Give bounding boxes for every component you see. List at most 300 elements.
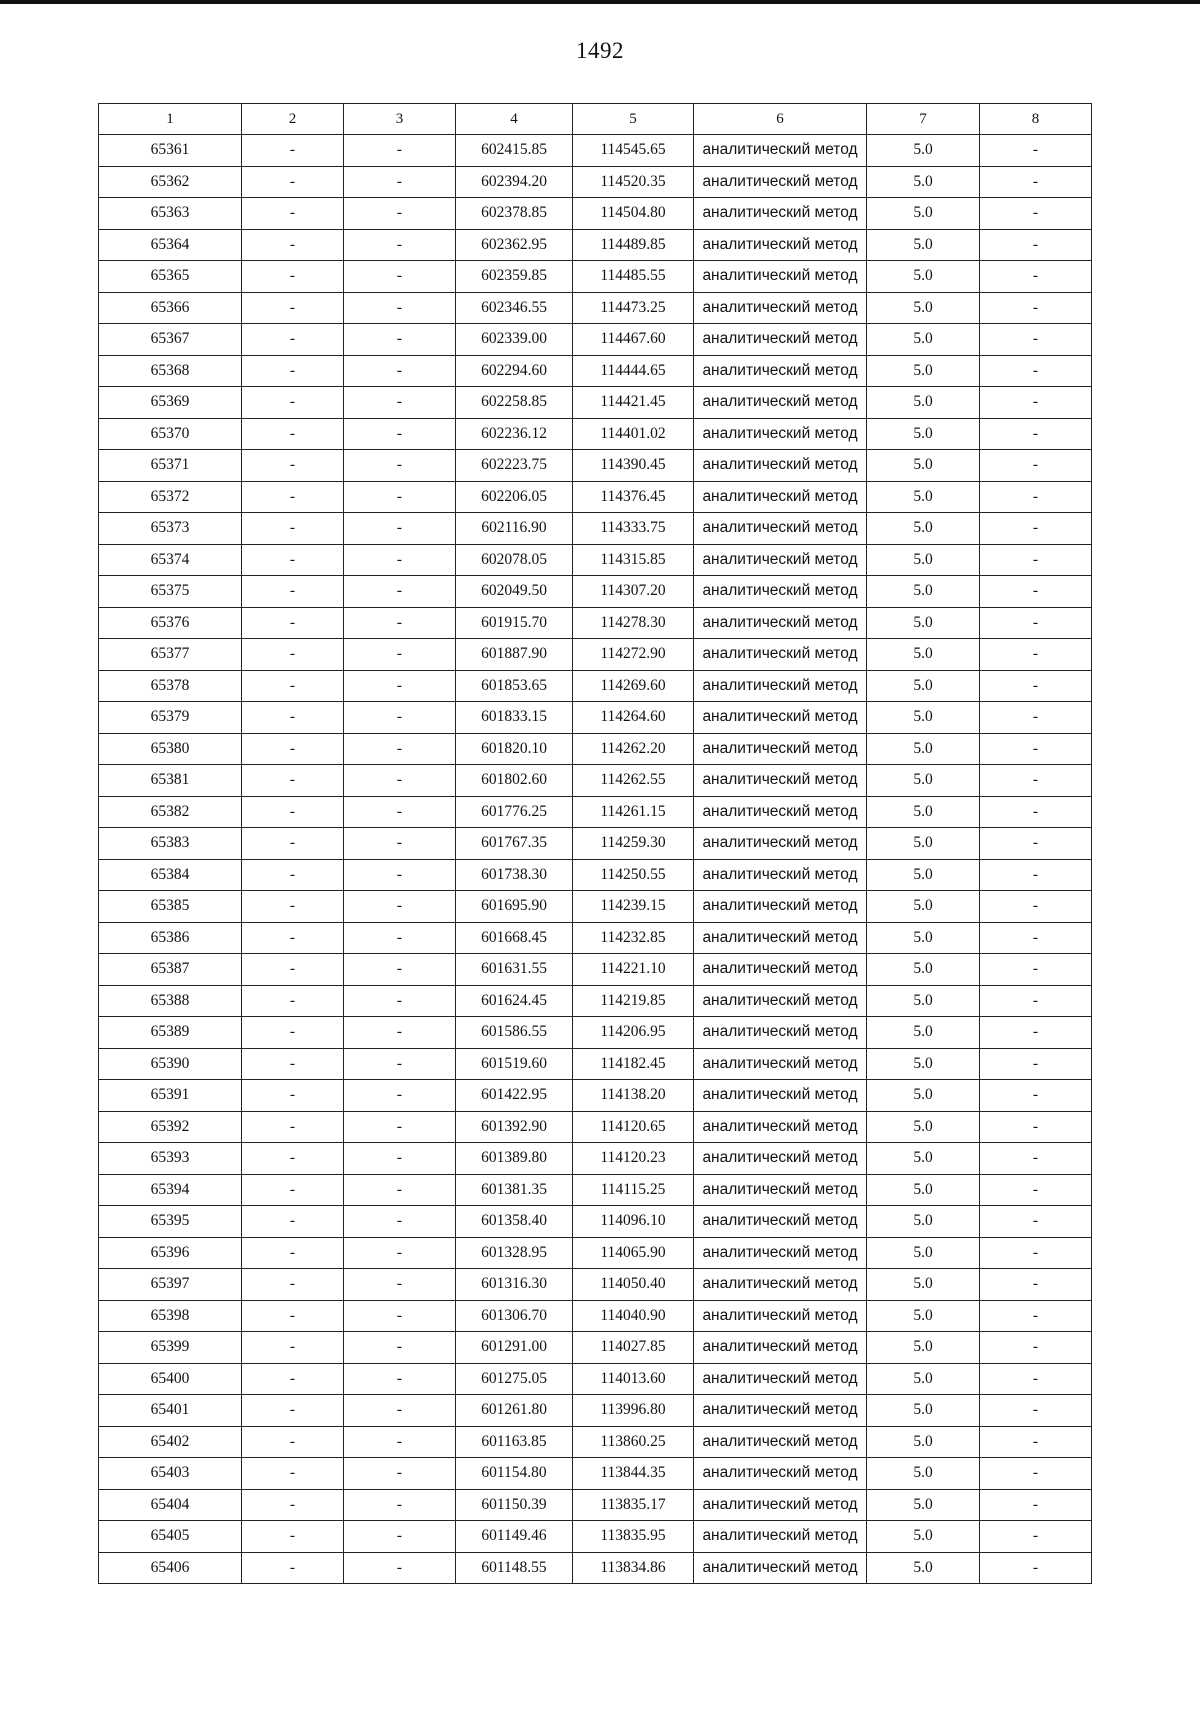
point-number-cell: 65366 — [99, 292, 242, 324]
column-8-cell: - — [980, 1395, 1092, 1427]
column-3-cell: - — [344, 670, 456, 702]
point-number-cell: 65367 — [99, 324, 242, 356]
x-coordinate-cell: 602078.05 — [456, 544, 573, 576]
method-cell: аналитический метод — [694, 670, 867, 702]
table-row — [99, 481, 1092, 513]
accuracy-cell: 5.0 — [867, 1111, 980, 1143]
column-3-cell: - — [344, 1111, 456, 1143]
method-cell: аналитический метод — [694, 418, 867, 450]
method-cell: аналитический метод — [694, 922, 867, 954]
x-coordinate-cell: 601328.95 — [456, 1237, 573, 1269]
column-2-cell: - — [242, 576, 344, 608]
y-coordinate-cell: 114262.20 — [573, 733, 694, 765]
point-number-cell: 65390 — [99, 1048, 242, 1080]
table-row — [99, 765, 1092, 797]
x-coordinate-cell: 601586.55 — [456, 1017, 573, 1049]
x-coordinate-cell: 601422.95 — [456, 1080, 573, 1112]
y-coordinate-cell: 114259.30 — [573, 828, 694, 860]
accuracy-cell: 5.0 — [867, 198, 980, 230]
column-3-cell: - — [344, 859, 456, 891]
x-coordinate-cell: 602346.55 — [456, 292, 573, 324]
table-row — [99, 387, 1092, 419]
method-cell: аналитический метод — [694, 1363, 867, 1395]
x-coordinate-cell: 602258.85 — [456, 387, 573, 419]
y-coordinate-cell: 114027.85 — [573, 1332, 694, 1364]
column-8-cell: - — [980, 702, 1092, 734]
column-8-cell: - — [980, 1206, 1092, 1238]
accuracy-cell: 5.0 — [867, 1206, 980, 1238]
column-3-cell: - — [344, 1269, 456, 1301]
accuracy-cell: 5.0 — [867, 891, 980, 923]
x-coordinate-cell: 602415.85 — [456, 135, 573, 167]
point-number-cell: 65361 — [99, 135, 242, 167]
column-3-cell: - — [344, 985, 456, 1017]
column-header-7: 7 — [867, 104, 980, 135]
method-cell: аналитический метод — [694, 292, 867, 324]
accuracy-cell: 5.0 — [867, 607, 980, 639]
y-coordinate-cell: 114269.60 — [573, 670, 694, 702]
accuracy-cell: 5.0 — [867, 1300, 980, 1332]
point-number-cell: 65365 — [99, 261, 242, 293]
table-row — [99, 733, 1092, 765]
accuracy-cell: 5.0 — [867, 1489, 980, 1521]
column-2-cell: - — [242, 450, 344, 482]
column-2-cell: - — [242, 229, 344, 261]
x-coordinate-cell: 601381.35 — [456, 1174, 573, 1206]
y-coordinate-cell: 114262.55 — [573, 765, 694, 797]
column-2-cell: - — [242, 1048, 344, 1080]
y-coordinate-cell: 114473.25 — [573, 292, 694, 324]
accuracy-cell: 5.0 — [867, 229, 980, 261]
y-coordinate-cell: 114264.60 — [573, 702, 694, 734]
accuracy-cell: 5.0 — [867, 1017, 980, 1049]
top-border-line — [0, 0, 1200, 4]
point-number-cell: 65363 — [99, 198, 242, 230]
point-number-cell: 65369 — [99, 387, 242, 419]
method-cell: аналитический метод — [694, 1269, 867, 1301]
table-row — [99, 1206, 1092, 1238]
x-coordinate-cell: 601519.60 — [456, 1048, 573, 1080]
column-8-cell: - — [980, 166, 1092, 198]
column-3-cell: - — [344, 1237, 456, 1269]
point-number-cell: 65403 — [99, 1458, 242, 1490]
method-cell: аналитический метод — [694, 135, 867, 167]
accuracy-cell: 5.0 — [867, 796, 980, 828]
y-coordinate-cell: 114315.85 — [573, 544, 694, 576]
column-2-cell: - — [242, 198, 344, 230]
point-number-cell: 65371 — [99, 450, 242, 482]
column-8-cell: - — [980, 1458, 1092, 1490]
point-number-cell: 65381 — [99, 765, 242, 797]
column-3-cell: - — [344, 954, 456, 986]
y-coordinate-cell: 114065.90 — [573, 1237, 694, 1269]
column-8-cell: - — [980, 1552, 1092, 1584]
point-number-cell: 65392 — [99, 1111, 242, 1143]
x-coordinate-cell: 601887.90 — [456, 639, 573, 671]
y-coordinate-cell: 114489.85 — [573, 229, 694, 261]
x-coordinate-cell: 602236.12 — [456, 418, 573, 450]
column-3-cell: - — [344, 418, 456, 450]
table-row — [99, 1143, 1092, 1175]
x-coordinate-cell: 601695.90 — [456, 891, 573, 923]
point-number-cell: 65391 — [99, 1080, 242, 1112]
point-number-cell: 65370 — [99, 418, 242, 450]
column-2-cell: - — [242, 670, 344, 702]
accuracy-cell: 5.0 — [867, 670, 980, 702]
x-coordinate-cell: 601631.55 — [456, 954, 573, 986]
method-cell: аналитический метод — [694, 765, 867, 797]
column-2-cell: - — [242, 1206, 344, 1238]
method-cell: аналитический метод — [694, 387, 867, 419]
column-2-cell: - — [242, 481, 344, 513]
point-number-cell: 65397 — [99, 1269, 242, 1301]
column-3-cell: - — [344, 481, 456, 513]
table-body — [99, 135, 1092, 1584]
y-coordinate-cell: 114545.65 — [573, 135, 694, 167]
accuracy-cell: 5.0 — [867, 1426, 980, 1458]
point-number-cell: 65384 — [99, 859, 242, 891]
column-3-cell: - — [344, 513, 456, 545]
point-number-cell: 65401 — [99, 1395, 242, 1427]
column-3-cell: - — [344, 229, 456, 261]
accuracy-cell: 5.0 — [867, 1143, 980, 1175]
point-number-cell: 65385 — [99, 891, 242, 923]
accuracy-cell: 5.0 — [867, 135, 980, 167]
column-3-cell: - — [344, 355, 456, 387]
y-coordinate-cell: 114040.90 — [573, 1300, 694, 1332]
method-cell: аналитический метод — [694, 702, 867, 734]
point-number-cell: 65379 — [99, 702, 242, 734]
table-row — [99, 292, 1092, 324]
table-row — [99, 418, 1092, 450]
column-2-cell: - — [242, 292, 344, 324]
column-8-cell: - — [980, 292, 1092, 324]
y-coordinate-cell: 114221.10 — [573, 954, 694, 986]
column-3-cell: - — [344, 135, 456, 167]
x-coordinate-cell: 601776.25 — [456, 796, 573, 828]
method-cell: аналитический метод — [694, 1048, 867, 1080]
column-2-cell: - — [242, 607, 344, 639]
table-row — [99, 1552, 1092, 1584]
column-3-cell: - — [344, 1300, 456, 1332]
method-cell: аналитический метод — [694, 1237, 867, 1269]
column-2-cell: - — [242, 355, 344, 387]
x-coordinate-cell: 602394.20 — [456, 166, 573, 198]
method-cell: аналитический метод — [694, 733, 867, 765]
y-coordinate-cell: 113834.86 — [573, 1552, 694, 1584]
column-2-cell: - — [242, 1426, 344, 1458]
x-coordinate-cell: 602378.85 — [456, 198, 573, 230]
point-number-cell: 65399 — [99, 1332, 242, 1364]
y-coordinate-cell: 114239.15 — [573, 891, 694, 923]
accuracy-cell: 5.0 — [867, 828, 980, 860]
column-3-cell: - — [344, 828, 456, 860]
column-3-cell: - — [344, 1206, 456, 1238]
column-8-cell: - — [980, 1300, 1092, 1332]
point-number-cell: 65375 — [99, 576, 242, 608]
y-coordinate-cell: 114307.20 — [573, 576, 694, 608]
point-number-cell: 65377 — [99, 639, 242, 671]
accuracy-cell: 5.0 — [867, 1363, 980, 1395]
column-2-cell: - — [242, 765, 344, 797]
column-8-cell: - — [980, 513, 1092, 545]
x-coordinate-cell: 602362.95 — [456, 229, 573, 261]
column-8-cell: - — [980, 324, 1092, 356]
column-8-cell: - — [980, 985, 1092, 1017]
column-2-cell: - — [242, 418, 344, 450]
column-3-cell: - — [344, 166, 456, 198]
column-2-cell: - — [242, 1269, 344, 1301]
method-cell: аналитический метод — [694, 891, 867, 923]
method-cell: аналитический метод — [694, 481, 867, 513]
method-cell: аналитический метод — [694, 1426, 867, 1458]
point-number-cell: 65388 — [99, 985, 242, 1017]
accuracy-cell: 5.0 — [867, 387, 980, 419]
column-2-cell: - — [242, 954, 344, 986]
method-cell: аналитический метод — [694, 324, 867, 356]
y-coordinate-cell: 114421.45 — [573, 387, 694, 419]
column-2-cell: - — [242, 1174, 344, 1206]
column-3-cell: - — [344, 796, 456, 828]
method-cell: аналитический метод — [694, 1552, 867, 1584]
column-2-cell: - — [242, 1395, 344, 1427]
table-row — [99, 1017, 1092, 1049]
table-row — [99, 1395, 1092, 1427]
table-row — [99, 198, 1092, 230]
column-2-cell: - — [242, 859, 344, 891]
column-2-cell: - — [242, 891, 344, 923]
column-2-cell: - — [242, 1300, 344, 1332]
y-coordinate-cell: 114219.85 — [573, 985, 694, 1017]
column-2-cell: - — [242, 922, 344, 954]
method-cell: аналитический метод — [694, 1332, 867, 1364]
y-coordinate-cell: 114115.25 — [573, 1174, 694, 1206]
x-coordinate-cell: 601392.90 — [456, 1111, 573, 1143]
x-coordinate-cell: 601738.30 — [456, 859, 573, 891]
point-number-cell: 65394 — [99, 1174, 242, 1206]
column-3-cell: - — [344, 702, 456, 734]
column-header-5: 5 — [573, 104, 694, 135]
column-2-cell: - — [242, 1237, 344, 1269]
table-row — [99, 1426, 1092, 1458]
table-row — [99, 922, 1092, 954]
column-8-cell: - — [980, 481, 1092, 513]
table-row — [99, 166, 1092, 198]
method-cell: аналитический метод — [694, 198, 867, 230]
point-number-cell: 65389 — [99, 1017, 242, 1049]
table-row — [99, 828, 1092, 860]
table-row — [99, 1080, 1092, 1112]
x-coordinate-cell: 602359.85 — [456, 261, 573, 293]
column-3-cell: - — [344, 922, 456, 954]
column-2-cell: - — [242, 544, 344, 576]
accuracy-cell: 5.0 — [867, 765, 980, 797]
x-coordinate-cell: 601261.80 — [456, 1395, 573, 1427]
column-8-cell: - — [980, 1174, 1092, 1206]
x-coordinate-cell: 601915.70 — [456, 607, 573, 639]
accuracy-cell: 5.0 — [867, 292, 980, 324]
method-cell: аналитический метод — [694, 796, 867, 828]
column-2-cell: - — [242, 1521, 344, 1553]
column-8-cell: - — [980, 1363, 1092, 1395]
method-cell: аналитический метод — [694, 639, 867, 671]
accuracy-cell: 5.0 — [867, 1521, 980, 1553]
column-8-cell: - — [980, 733, 1092, 765]
column-2-cell: - — [242, 513, 344, 545]
y-coordinate-cell: 113860.25 — [573, 1426, 694, 1458]
method-cell: аналитический метод — [694, 513, 867, 545]
column-header-8: 8 — [980, 104, 1092, 135]
method-cell: аналитический метод — [694, 166, 867, 198]
method-cell: аналитический метод — [694, 859, 867, 891]
page-number: 1492 — [576, 38, 624, 63]
table-row — [99, 1521, 1092, 1553]
column-8-cell: - — [980, 576, 1092, 608]
point-number-cell: 65383 — [99, 828, 242, 860]
accuracy-cell: 5.0 — [867, 1174, 980, 1206]
x-coordinate-cell: 602223.75 — [456, 450, 573, 482]
column-8-cell: - — [980, 859, 1092, 891]
point-number-cell: 65374 — [99, 544, 242, 576]
x-coordinate-cell: 601853.65 — [456, 670, 573, 702]
point-number-cell: 65393 — [99, 1143, 242, 1175]
table-row — [99, 1363, 1092, 1395]
column-8-cell: - — [980, 1143, 1092, 1175]
table-row — [99, 891, 1092, 923]
column-8-cell: - — [980, 135, 1092, 167]
accuracy-cell: 5.0 — [867, 702, 980, 734]
column-8-cell: - — [980, 891, 1092, 923]
column-8-cell: - — [980, 450, 1092, 482]
column-3-cell: - — [344, 292, 456, 324]
accuracy-cell: 5.0 — [867, 922, 980, 954]
point-number-cell: 65386 — [99, 922, 242, 954]
column-3-cell: - — [344, 1363, 456, 1395]
y-coordinate-cell: 114138.20 — [573, 1080, 694, 1112]
point-number-cell: 65373 — [99, 513, 242, 545]
method-cell: аналитический метод — [694, 1521, 867, 1553]
column-3-cell: - — [344, 1017, 456, 1049]
y-coordinate-cell: 114050.40 — [573, 1269, 694, 1301]
table-row — [99, 576, 1092, 608]
accuracy-cell: 5.0 — [867, 1395, 980, 1427]
coordinates-table — [98, 103, 1092, 1584]
column-2-cell: - — [242, 1489, 344, 1521]
column-3-cell: - — [344, 544, 456, 576]
column-3-cell: - — [344, 1174, 456, 1206]
column-8-cell: - — [980, 1017, 1092, 1049]
column-2-cell: - — [242, 828, 344, 860]
table-row — [99, 513, 1092, 545]
method-cell: аналитический метод — [694, 607, 867, 639]
point-number-cell: 65404 — [99, 1489, 242, 1521]
column-8-cell: - — [980, 670, 1092, 702]
column-3-cell: - — [344, 1395, 456, 1427]
column-2-cell: - — [242, 1332, 344, 1364]
point-number-cell: 65406 — [99, 1552, 242, 1584]
y-coordinate-cell: 114182.45 — [573, 1048, 694, 1080]
table-row — [99, 954, 1092, 986]
y-coordinate-cell: 114272.90 — [573, 639, 694, 671]
y-coordinate-cell: 114261.15 — [573, 796, 694, 828]
point-number-cell: 65400 — [99, 1363, 242, 1395]
y-coordinate-cell: 113996.80 — [573, 1395, 694, 1427]
accuracy-cell: 5.0 — [867, 1237, 980, 1269]
column-2-cell: - — [242, 985, 344, 1017]
column-3-cell: - — [344, 450, 456, 482]
y-coordinate-cell: 114390.45 — [573, 450, 694, 482]
column-3-cell: - — [344, 576, 456, 608]
column-8-cell: - — [980, 387, 1092, 419]
column-8-cell: - — [980, 1521, 1092, 1553]
y-coordinate-cell: 114504.80 — [573, 198, 694, 230]
method-cell: аналитический метод — [694, 828, 867, 860]
table-row — [99, 796, 1092, 828]
accuracy-cell: 5.0 — [867, 544, 980, 576]
x-coordinate-cell: 601668.45 — [456, 922, 573, 954]
column-8-cell: - — [980, 954, 1092, 986]
method-cell: аналитический метод — [694, 1143, 867, 1175]
column-3-cell: - — [344, 1458, 456, 1490]
y-coordinate-cell: 114120.65 — [573, 1111, 694, 1143]
method-cell: аналитический метод — [694, 1174, 867, 1206]
y-coordinate-cell: 114232.85 — [573, 922, 694, 954]
table-row — [99, 1332, 1092, 1364]
table-row — [99, 1489, 1092, 1521]
column-2-cell: - — [242, 1111, 344, 1143]
method-cell: аналитический метод — [694, 544, 867, 576]
table-row — [99, 985, 1092, 1017]
accuracy-cell: 5.0 — [867, 639, 980, 671]
y-coordinate-cell: 114120.23 — [573, 1143, 694, 1175]
column-3-cell: - — [344, 261, 456, 293]
point-number-cell: 65364 — [99, 229, 242, 261]
column-8-cell: - — [980, 1048, 1092, 1080]
column-3-cell: - — [344, 1552, 456, 1584]
method-cell: аналитический метод — [694, 1206, 867, 1238]
y-coordinate-cell: 114206.95 — [573, 1017, 694, 1049]
table-row — [99, 639, 1092, 671]
method-cell: аналитический метод — [694, 1300, 867, 1332]
column-3-cell: - — [344, 607, 456, 639]
point-number-cell: 65398 — [99, 1300, 242, 1332]
point-number-cell: 65402 — [99, 1426, 242, 1458]
y-coordinate-cell: 114520.35 — [573, 166, 694, 198]
column-2-cell: - — [242, 166, 344, 198]
x-coordinate-cell: 601149.46 — [456, 1521, 573, 1553]
table-row — [99, 1269, 1092, 1301]
column-2-cell: - — [242, 1458, 344, 1490]
column-8-cell: - — [980, 1080, 1092, 1112]
x-coordinate-cell: 602339.00 — [456, 324, 573, 356]
point-number-cell: 65396 — [99, 1237, 242, 1269]
accuracy-cell: 5.0 — [867, 418, 980, 450]
accuracy-cell: 5.0 — [867, 261, 980, 293]
point-number-cell: 65380 — [99, 733, 242, 765]
x-coordinate-cell: 601389.80 — [456, 1143, 573, 1175]
column-3-cell: - — [344, 1080, 456, 1112]
column-header-4: 4 — [456, 104, 573, 135]
x-coordinate-cell: 601148.55 — [456, 1552, 573, 1584]
x-coordinate-cell: 601154.80 — [456, 1458, 573, 1490]
y-coordinate-cell: 114250.55 — [573, 859, 694, 891]
x-coordinate-cell: 601316.30 — [456, 1269, 573, 1301]
accuracy-cell: 5.0 — [867, 1332, 980, 1364]
method-cell: аналитический метод — [694, 450, 867, 482]
table-row — [99, 261, 1092, 293]
y-coordinate-cell: 114278.30 — [573, 607, 694, 639]
column-3-cell: - — [344, 1489, 456, 1521]
